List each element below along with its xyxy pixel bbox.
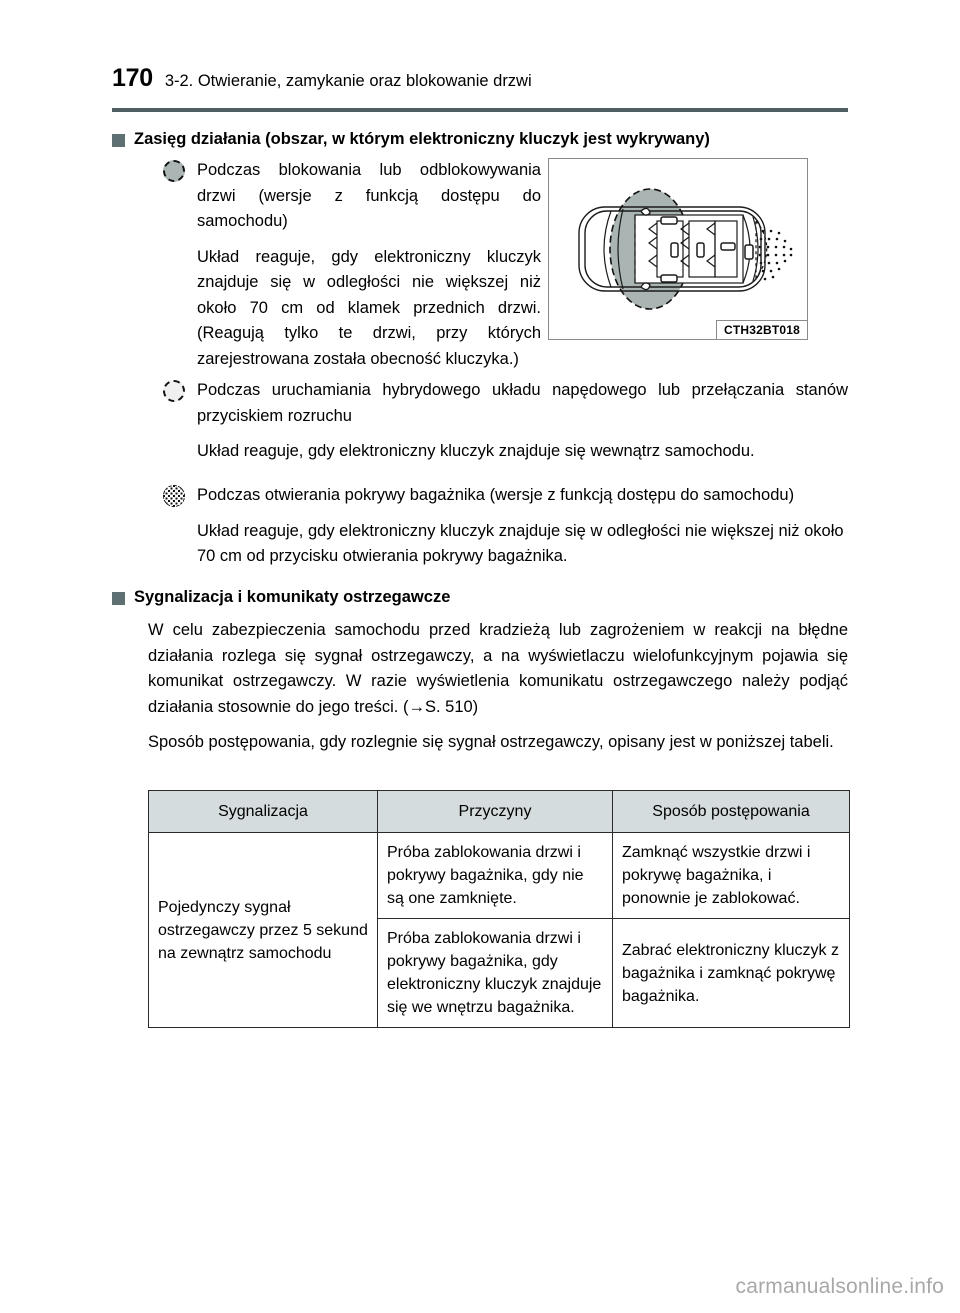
header-divider	[112, 108, 848, 112]
square-bullet-icon	[112, 134, 125, 147]
site-watermark: carmanualsonline.info	[735, 1275, 944, 1298]
filled-dashed-circle-icon	[163, 160, 185, 182]
bullet-item-door-lock	[163, 158, 541, 372]
table-row	[149, 833, 850, 919]
warning-signals-table	[148, 790, 850, 1028]
car-top-view-diagram	[549, 159, 807, 339]
table-cell-action-1: Zamknąć wszystkie drzwi i pokrywę bagażnika, i ponownie je zablokować.	[613, 833, 850, 919]
page-title: 3-2. Otwieranie, zamykanie oraz blokowanie drzwi	[164, 72, 532, 90]
table-header-cause: Przyczyny	[378, 791, 613, 833]
table-cell-action-2: Zabrać elektroniczny kluczyk z bagażnika i zamknąć pokrywę bagażnika.	[613, 919, 850, 1028]
table-header-signal: Sygnalizacja	[149, 791, 378, 833]
section-heading-signals-label: Sygnalizacja i komunikaty ostrzegawcze	[134, 588, 451, 606]
table-cell-cause-1: Próba zablokowania drzwi i pokrywy bagażnika, gdy nie są one zamknięte.	[378, 833, 613, 919]
signals-paragraph-2: Sposób postępowania, gdy rozlegnie się sygnał ostrzegawczy, opisany jest w poniższej tabeli.	[148, 733, 834, 751]
bullet-item-door-lock-title: Podczas blokowania lub odblokowywania drzwi (wersje z funkcją dostępu do samochodu)	[197, 161, 541, 230]
square-bullet-icon	[112, 592, 125, 605]
table-header-row	[149, 791, 850, 833]
bullet-item-trunk-open-title: Podczas otwierania pokrywy bagażnika (wersje z funkcją dostępu do samochodu)	[197, 486, 795, 504]
empty-dashed-circle-icon	[163, 380, 185, 402]
figure-key-detection-area	[548, 158, 808, 340]
signals-paragraphs	[148, 618, 848, 756]
section-heading-signals	[112, 588, 848, 607]
figure-code-label: CTH32BT018	[716, 320, 807, 339]
table-cell-cause-2: Próba zablokowania drzwi i pokrywy bagażnika, gdy elektroniczny kluczyk znajduje się we wnętrzu bagażnika.	[378, 919, 613, 1028]
section-heading-range-label: Zasięg działania (obszar, w którym elektroniczny kluczyk jest wykrywany)	[134, 130, 710, 148]
bullet-item-trunk-open-body: Układ reaguje, gdy elektroniczny kluczyk znajduje się w odległości nie większej niż około 70 cm od przycisku otwierania pokrywy bagażnika.	[197, 521, 844, 565]
bullet-item-power-start	[163, 378, 848, 465]
section-heading-range	[112, 130, 848, 149]
bullet-item-trunk-open	[163, 483, 848, 570]
dotted-circle-icon	[163, 485, 185, 507]
page-number: 170	[112, 64, 153, 92]
bullet-item-power-start-title: Podczas uruchamiania hybrydowego układu napędowego lub przełączania stanów przyciskiem rozruchu	[197, 381, 848, 425]
table-cell-signal: Pojedynczy sygnał ostrzegawczy przez 5 sekund na zewnątrz samochodu	[149, 833, 378, 1028]
bullet-item-door-lock-body: Układ reaguje, gdy elektroniczny kluczyk znajduje się w odległości nie większej niż około 70 cm od klamek przednich drzwi. (Reagują tylko te drzwi, przy których zarejestrowana została obecność kluczyka.)	[197, 247, 541, 368]
signals-paragraph-1: W celu zabezpieczenia samochodu przed kradzieżą lub zagrożeniem w reakcji na błędne działania rozlega się sygnał ostrzegawczy, a na wyświetlaczu wielofunkcyjnym pojawia się komunikat ostrzegawczy. W razie wyświetlenia komunikatu ostrzegawczego należy podjąć działania stosownie do jego treści. (→S. 510)	[148, 621, 848, 716]
bullet-item-power-start-body: Układ reaguje, gdy elektroniczny kluczyk znajduje się wewnątrz samochodu.	[197, 442, 755, 460]
page-header	[112, 64, 848, 93]
table-header-action: Sposób postępowania	[613, 791, 850, 833]
